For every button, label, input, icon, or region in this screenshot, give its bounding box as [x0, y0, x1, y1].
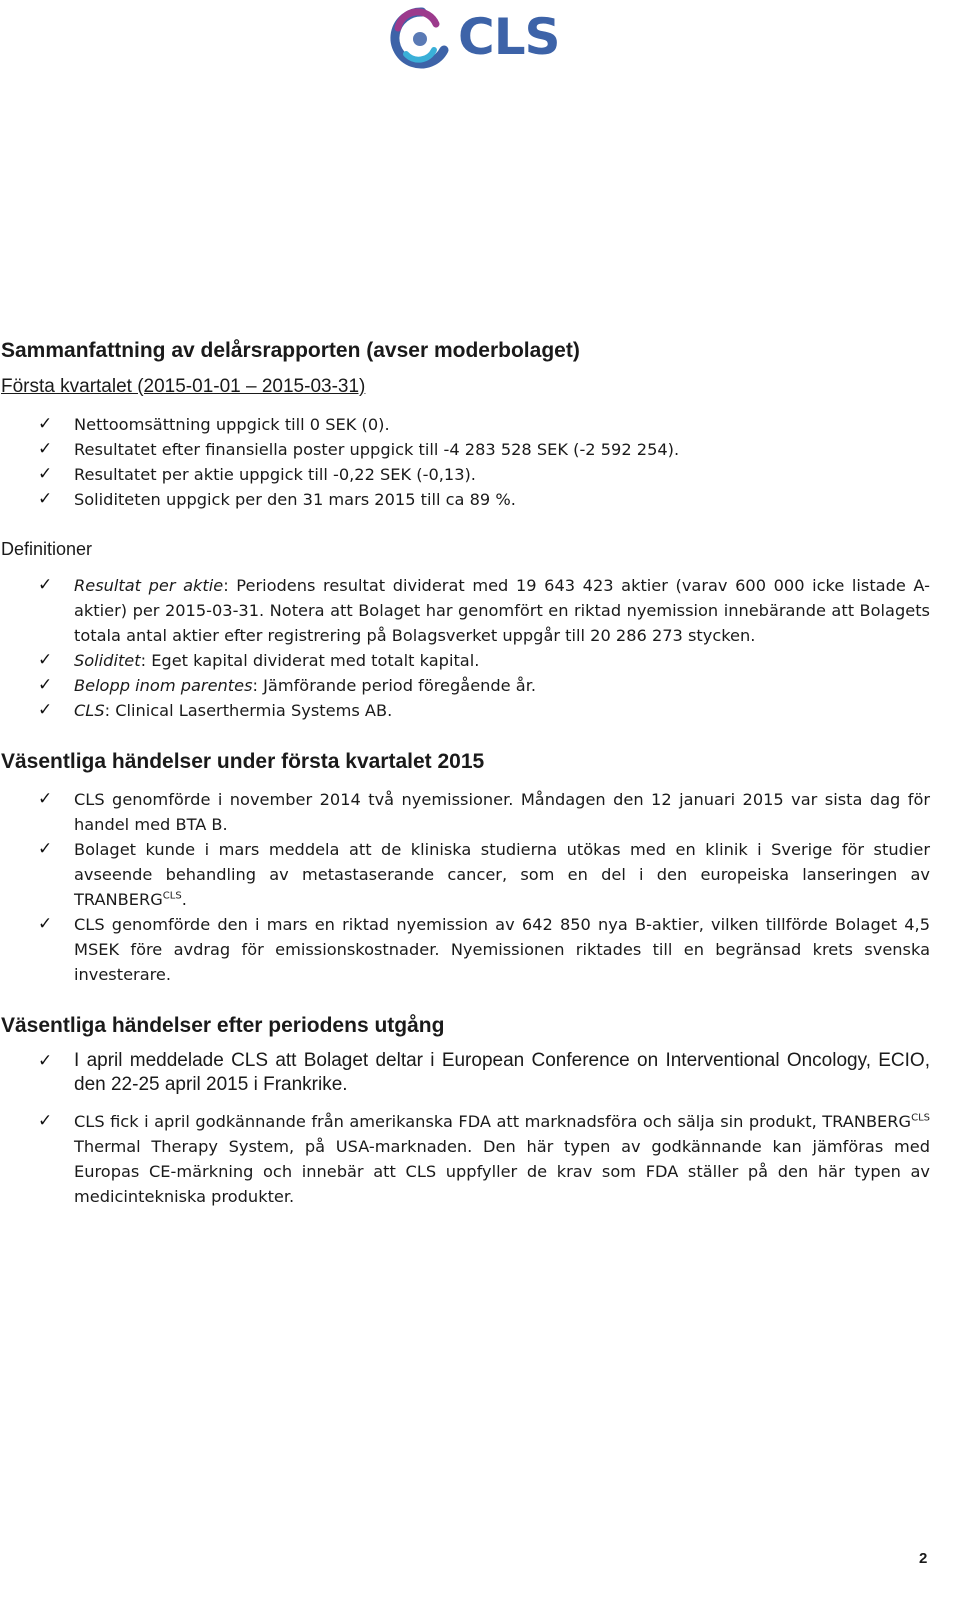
definition-term: CLS — [74, 701, 105, 720]
events-after-title: Väsentliga händelser efter periodens utgång — [1, 1014, 445, 1037]
period-heading: Första kvartalet (2015-01-01 – 2015-03-31) — [1, 376, 366, 397]
summary-list — [0, 412, 930, 512]
check-icon: ✓ — [38, 839, 53, 859]
check-icon: ✓ — [38, 575, 53, 595]
check-icon: ✓ — [38, 1111, 53, 1131]
definition-text: : Eget kapital dividerat med totalt kapital. — [140, 651, 480, 670]
definition-term: Resultat per aktie — [74, 576, 224, 595]
check-icon: ✓ — [38, 489, 53, 509]
definition-text: : Periodens resultat dividerat med 19 643 423 aktier (varav 600 000 icke listade A-aktier) per 2015-03-31. Notera att Bolaget har genomfört en riktad nyemission innebärande att Bolagets totala antal aktier efter registrering på Bolagsverket uppgår till 20 286 273 stycken. — [74, 576, 930, 645]
list-item: ✓ I april meddelade CLS att Bolaget deltar i European Conference on Interventional Oncology, ECIO, den 22-25 april 2015 i Frankrike. — [38, 1050, 930, 1095]
list-item: ✓ CLS fick i april godkännande från amerikanska FDA att marknadsföra och sälja sin produkt, $TRANBERG^{CLS}$ Thermal Therapy System, på USA-marknaden. Den här typen av godkännande kan jämföras med Europas CE-märkning och innebär att CLS uppfyller de krav som FDA ställer på den här typen av medicintekniska produkter. — [38, 1111, 930, 1206]
events-after-list — [0, 1049, 930, 1209]
definition-item — [0, 573, 930, 648]
definition-text: : Jämförande period föregående år. — [252, 676, 537, 695]
summary-title: Sammanfattning av delårsrapporten (avser moderbolaget) — [1, 339, 580, 362]
definition-term: Soliditet — [74, 651, 141, 670]
check-icon: ✓ — [38, 789, 53, 809]
definitions-list — [0, 573, 930, 723]
logo-text: CLS — [458, 8, 560, 66]
check-icon: ✓ — [38, 650, 53, 670]
check-icon: ✓ — [38, 914, 53, 934]
list-item: ✓ Nettoomsättning uppgick till 0 SEK (0). — [0, 412, 930, 437]
list-item: ✓ CLS genomförde i november 2014 två nyemissioner. Måndagen den 12 januari 2015 var sista dag för handel med BTA B. — [38, 789, 930, 834]
definition-item — [0, 648, 930, 673]
list-item: ✓ Soliditeten uppgick per den 31 mars 2015 till ca 89 %. — [0, 487, 930, 512]
list-item: ✓ Bolaget kunde i mars meddela att de kliniska studierna utökas med en klinik i Sverige för studier avseende behandling av metastaserande cancer, som en del i den europeiska lanseringen av $TRANBERG^{CLS}$. — [38, 839, 930, 909]
check-icon: ✓ — [38, 1051, 53, 1071]
check-icon: ✓ — [38, 439, 53, 459]
definition-item — [0, 698, 930, 723]
trademark-superscript: CLS — [911, 1112, 930, 1124]
check-icon: ✓ — [38, 700, 53, 720]
check-icon: ✓ — [38, 675, 53, 695]
cls-logo-mark — [384, 6, 454, 72]
cls-logo — [384, 6, 564, 72]
definition-term: Belopp inom parentes — [74, 676, 253, 695]
page-number: 2 — [919, 1550, 928, 1567]
list-item: ✓ CLS genomförde den i mars en riktad nyemission av 642 850 nya B-aktier, vilken tillförde Bolaget 4,5 MSEK före avdrag för emissionskostnader. Nyemissionen riktades till en begränsad krets svenska investerare. — [38, 914, 930, 984]
check-icon: ✓ — [38, 414, 53, 434]
trademark-superscript: CLS — [162, 890, 182, 902]
check-icon: ✓ — [38, 464, 53, 484]
definition-item — [0, 673, 930, 698]
definition-text: : Clinical Laserthermia Systems AB. — [104, 701, 393, 720]
events-q1-title: Väsentliga händelser under första kvartalet 2015 — [1, 750, 485, 773]
list-item: ✓ Resultatet per aktie uppgick till -0,22 SEK (-0,13). — [0, 462, 930, 487]
definitions-title: Definitioner — [1, 539, 93, 559]
list-item: ✓ Resultatet efter finansiella poster uppgick till -4 283 528 SEK (-2 592 254). — [0, 437, 930, 462]
events-q1-list — [0, 787, 930, 987]
